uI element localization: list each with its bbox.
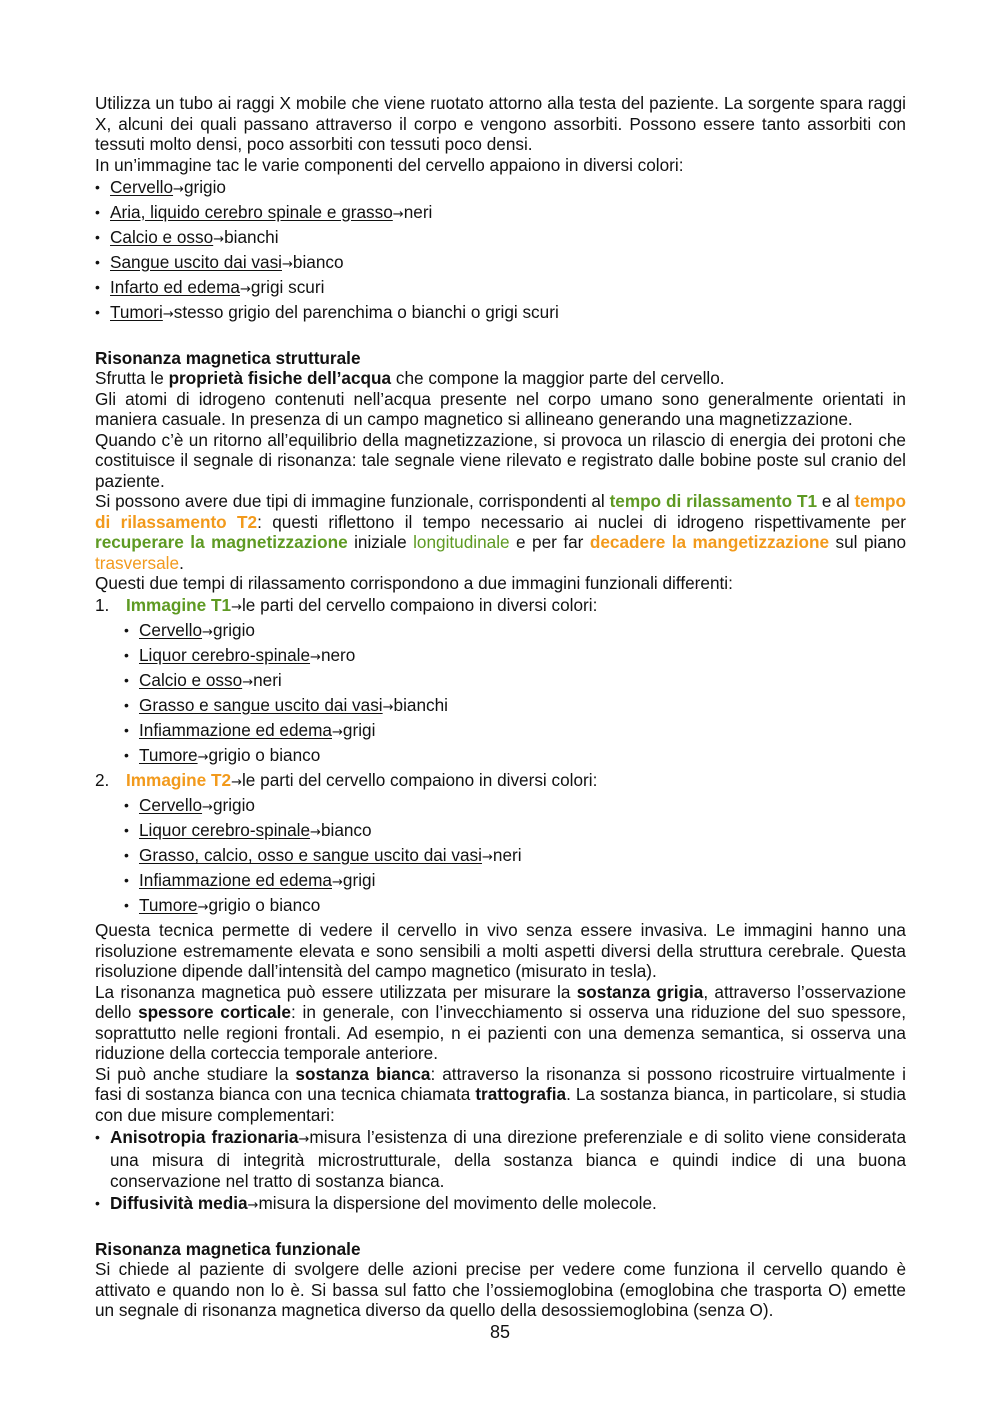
ct-description: Utilizza un tubo ai raggi X mobile che viene ruotato attorno alla testa del paziente. La sorgente spara raggi X, alcuni dei quali passano attraverso il corpo e vengono assorbiti. Possono essere tanto assorbiti con tessuti molto densi, poco assorbiti con tessuti poco densi. bbox=[95, 93, 906, 154]
list-item: • Anisotropia frazionaria→misura l’esistenza di una direzione preferenziale e di solito viene considerata una misura di integrità microstrutturale, della sostanza bianca e quindi indice di una buona conservazione nel tratto di sostanza bianca. bbox=[95, 1127, 906, 1192]
list-item: • Infiammazione ed edema→grigi bbox=[124, 720, 906, 744]
t2-colors-list bbox=[124, 795, 906, 919]
white-matter-measures-list bbox=[95, 1127, 906, 1217]
list-item: • Cervello→grigio bbox=[95, 177, 906, 201]
section-heading-rm-strutturale: Risonanza magnetica strutturale bbox=[95, 347, 361, 368]
paragraph: Si possono avere due tipi di immagine funzionale, corrispondenti al tempo di rilassamento T1 e al tempo di rilassamento T2: questi riflettono il tempo necessario ai nuclei di idrogeno rispettivamente per recuperare la magnetizzazione iniziale longitudinale e per far decadere la mangetizzazione sul piano trasversale. bbox=[95, 491, 907, 573]
list-item: • Tumori→stesso grigio del parenchima o bianchi o grigi scuri bbox=[95, 302, 906, 326]
list-item: • Cervello→grigio bbox=[124, 620, 906, 644]
list-item-t1: 1. Immagine T1→le parti del cervello compaiono in diversi colori: • Cervello→grigio • Liquor cerebro-spinale→nero • Calcio e osso→neri • Grasso e sangue uscito dai vasi→bianchi • Infiammazione ed edema→grigi • Tumore→grigio o bianco bbox=[95, 595, 906, 769]
list-item: • Cervello→grigio bbox=[124, 795, 906, 819]
paragraph: Questi due tempi di rilassamento corrispondono a due immagini funzionali differenti: bbox=[95, 573, 733, 593]
list-item: • Diffusività media→misura la dispersione del movimento delle molecole. bbox=[95, 1193, 906, 1217]
paragraph: La risonanza magnetica può essere utilizzata per misurare la sostanza grigia, attraverso l’osservazione dello spessore corticale: in generale, con l’invecchiamento si osserva una riduzione del suo spessore, soprattutto nelle regioni frontali. Ad esempio, n ei pazienti con una demenza semantica, si osserva una riduzione della corteccia temporale anteriore. bbox=[95, 981, 907, 1063]
t1-colors-list bbox=[124, 620, 906, 769]
list-item-t2: 2. Immagine T2→le parti del cervello compaiono in diversi colori: • Cervello→grigio • Liquor cerebro-spinale→bianco • Grasso, calcio, osso e sangue uscito dai vasi→neri • Infiammazione ed edema→grigi • Tumore→grigio o bianco bbox=[95, 770, 906, 919]
list-item: • Infarto ed edema→grigi scuri bbox=[95, 277, 906, 301]
paragraph: Quando c’è un ritorno all’equilibrio della magnetizzazione, si provoca un rilascio di energia dei protoni che costituisce il segnale di risonanza: tale segnale viene rilevato e registrato dalle bobine poste sul cranio del paziente. bbox=[95, 429, 906, 491]
list-item: • Calcio e osso→bianchi bbox=[95, 227, 906, 251]
ct-colors-intro: In un’immagine tac le varie componenti del cervello appaiono in diversi colori: bbox=[95, 154, 684, 175]
paragraph: Sfrutta le proprietà fisiche dell’acqua che compone la maggior parte del cervello. bbox=[95, 368, 725, 388]
paragraph: Questa tecnica permette di vedere il cervello in vivo senza essere invasiva. Le immagini hanno una risoluzione estremamente elevata e sono sensibili a molti aspetti diversi della struttura cerebrale. Questa risoluzione dipende dall’intensità del campo magnetico (misurato in tesla). bbox=[95, 920, 906, 981]
list-item: • Tumore→grigio o bianco bbox=[124, 895, 906, 919]
list-item: • Sangue uscito dai vasi→bianco bbox=[95, 252, 906, 276]
ct-colors-list bbox=[95, 177, 906, 326]
list-item: • Grasso, calcio, osso e sangue uscito dai vasi→neri bbox=[124, 845, 906, 869]
list-item: • Infiammazione ed edema→grigi bbox=[124, 870, 906, 894]
list-item: • Aria, liquido cerebro spinale e grasso→neri bbox=[95, 202, 906, 226]
list-item: • Calcio e osso→neri bbox=[124, 670, 906, 694]
image-types-list bbox=[95, 595, 906, 919]
page-number: 85 bbox=[489, 1322, 511, 1342]
paragraph: Si chiede al paziente di svolgere delle azioni precise per vedere come funziona il cervello quando è attivato e quando non lo è. Si bassa sul fatto che l’ossiemoglobina (emoglobina che trasporta O) emette un segnale di risonanza magnetica diverso da quello della desossiemoglobina (senza O). bbox=[95, 1259, 906, 1320]
section-heading-rm-funzionale: Risonanza magnetica funzionale bbox=[95, 1238, 361, 1259]
paragraph: Gli atomi di idrogeno contenuti nell’acqua presente nel corpo umano sono generalmente orientati in maniera casuale. In presenza di un campo magnetico si allineano generando una magnetizzazione. bbox=[95, 388, 906, 429]
list-item: • Liquor cerebro-spinale→bianco bbox=[124, 820, 906, 844]
list-item: • Tumore→grigio o bianco bbox=[124, 745, 906, 769]
list-item: • Liquor cerebro-spinale→nero bbox=[124, 645, 906, 669]
list-item: • Grasso e sangue uscito dai vasi→bianchi bbox=[124, 695, 906, 719]
document-page bbox=[95, 93, 906, 1321]
paragraph: Si può anche studiare la sostanza bianca: attraverso la risonanza si possono ricostruire virtualmente i fasi di sostanza bianca con una tecnica chiamata trattografia. La sostanza bianca, in particolare, si studia con due misure complementari: bbox=[95, 1063, 906, 1125]
